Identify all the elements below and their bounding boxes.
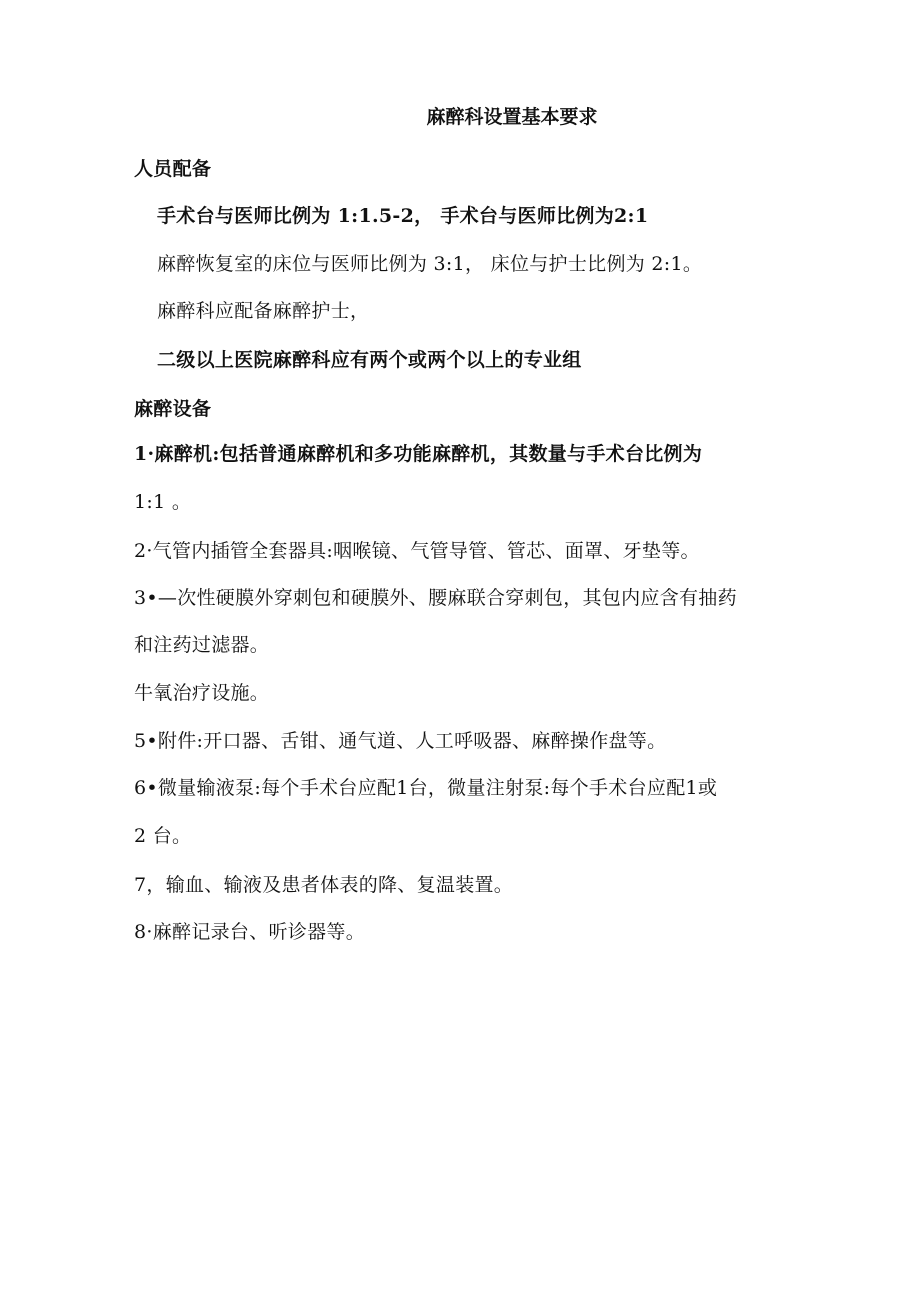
equipment-item-8: 8·麻醉记录台、听诊器等。	[134, 921, 366, 943]
equipment-item-2: 2·气管内插管全套器具:咽喉镜、气管导管、管芯、面罩、牙垫等。	[134, 540, 700, 562]
equipment-item-1-line-2: 1:1 。	[134, 491, 192, 513]
staffing-line-2: 麻醉恢复室的床位与医师比例为 3:1， 床位与护士比例为 2:1。	[157, 253, 703, 275]
staffing-line-4: 二级以上医院麻醉科应有两个或两个以上的专业组	[157, 349, 582, 371]
section-heading-staffing: 人员配备	[134, 158, 212, 180]
equipment-item-3-line-2: 和注药过滤器。	[134, 634, 270, 656]
equipment-item-3-line-1: 3•—次性硬膜外穿刺包和硬膜外、腰麻联合穿刺包，其包内应含有抽药	[134, 587, 737, 609]
equipment-item-4: 牛氧治疗设施。	[134, 682, 270, 704]
equipment-item-7: 7，输血、输液及患者体表的降、复温装置。	[134, 874, 514, 896]
equipment-item-6-line-2: 2 台。	[134, 825, 192, 847]
document-title: 麻醉科设置基本要求	[426, 106, 598, 128]
staffing-line-3: 麻醉科应配备麻醉护士，	[157, 300, 370, 322]
equipment-item-1-line-1: 1·麻醉机:包括普通麻醉机和多功能麻醉机，其数量与手术台比例为	[134, 443, 703, 465]
equipment-item-6-line-1: 6•微量输液泵:每个手术台应配1台，微量注射泵:每个手术台应配1或	[134, 777, 718, 799]
staffing-line-1: 手术台与医师比例为 1:1.5-2， 手术台与医师比例为2:1	[157, 205, 649, 227]
section-heading-equipment: 麻醉设备	[134, 398, 212, 420]
equipment-item-5: 5•附件:开口器、舌钳、通气道、人工呼吸器、麻醉操作盘等。	[134, 730, 667, 752]
